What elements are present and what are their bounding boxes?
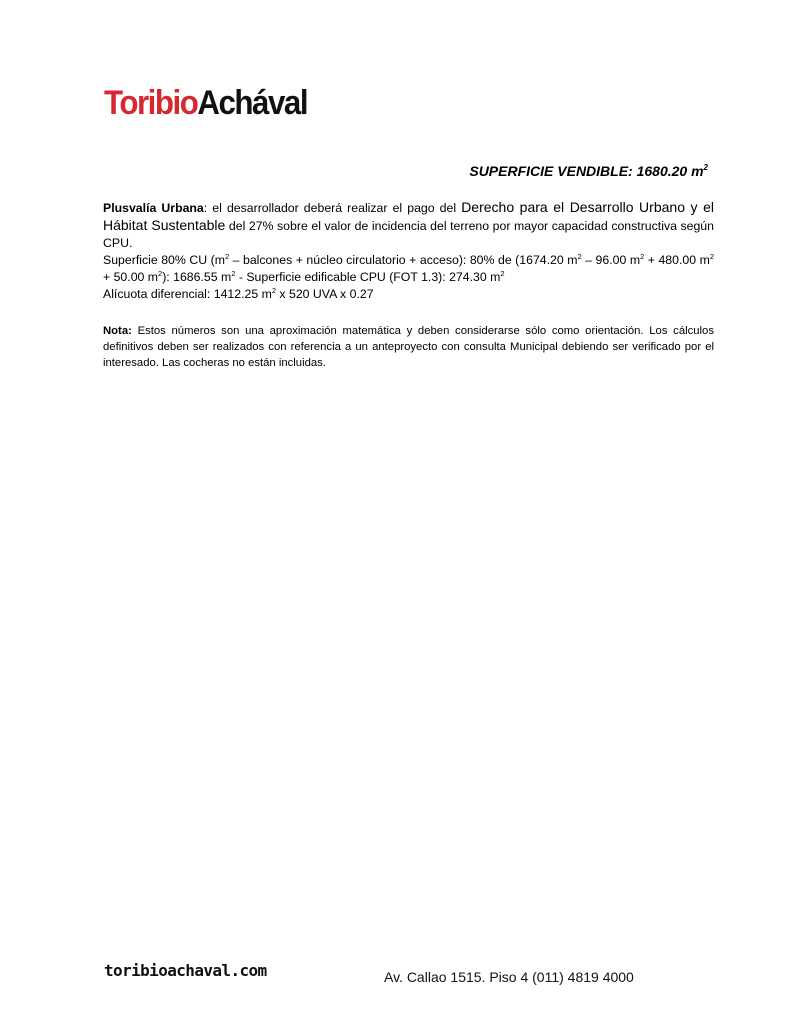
plusvalia-text-b: Derecho para el Desarrollo Urbano y el Hábitat Sustentable xyxy=(103,199,714,233)
superficie-sup-4: 2 xyxy=(709,252,714,261)
vendible-label: SUPERFICIE VENDIBLE: 1680.20 m xyxy=(469,163,704,179)
superficie-sup-1: 2 xyxy=(224,252,230,261)
superficie-paragraph xyxy=(103,252,714,286)
superficie-p1: Superficie 80% CU (m xyxy=(103,253,225,267)
logo-text-achaval: Achával xyxy=(197,84,308,122)
alicuota-p2: x 520 UVA x 0.27 xyxy=(276,287,374,301)
brand-logo xyxy=(104,84,307,122)
superficie-sup-5: 2 xyxy=(158,269,163,278)
superficie-sup-6: 2 xyxy=(231,269,236,278)
plusvalia-text-a: : el desarrollador deberá realizar el pago del xyxy=(203,201,462,215)
nota-paragraph xyxy=(103,323,714,371)
nota-label: Nota: xyxy=(103,325,132,337)
plusvalia-paragraph xyxy=(103,199,714,252)
superficie-sup-3: 2 xyxy=(640,252,645,261)
plusvalia-title: Plusvalía Urbana xyxy=(103,201,204,215)
alicuota-p1: Alícuota diferencial: 1412.25 m xyxy=(103,287,272,301)
main-text-block xyxy=(103,199,714,303)
superficie-p3: – 96.00 m xyxy=(581,253,641,267)
plusvalia-text-c: del 27% sobre el valor de incidencia del terreno por mayor capacidad constructiva según CPU. xyxy=(103,219,714,250)
superficie-vendible xyxy=(469,163,708,179)
alicuota-sup: 2 xyxy=(271,286,277,295)
superficie-p6: ): 1686.55 m xyxy=(162,270,232,284)
nota-block xyxy=(103,323,714,371)
superficie-sup-2: 2 xyxy=(577,252,582,261)
superficie-p4: + 480.00 m xyxy=(644,253,710,267)
logo-text-toribio: Toribio xyxy=(104,84,198,122)
superficie-p7: - Superficie edificable CPU (FOT 1.3): 274.30 m xyxy=(235,270,501,284)
vendible-superscript: 2 xyxy=(703,163,708,172)
footer-website: toribioachaval.com xyxy=(104,961,267,980)
superficie-p5: + 50.00 m xyxy=(103,270,159,284)
footer-address: Av. Callao 1515. Piso 4 (011) 4819 4000 xyxy=(384,969,634,985)
nota-text: Estos números son una aproximación matemática y deben considerarse sólo como orientación. Los cálculos definitivos deben ser realizados con referencia a un anteproyecto con consulta Municipal debiendo ser verificado por el interesado. Las cocheras no están incluidas. xyxy=(103,325,714,369)
superficie-sup-7: 2 xyxy=(500,269,505,278)
superficie-p2: – balcones + núcleo circulatorio + acceso): 80% de (1674.20 m xyxy=(229,253,578,267)
alicuota-paragraph xyxy=(103,286,714,303)
